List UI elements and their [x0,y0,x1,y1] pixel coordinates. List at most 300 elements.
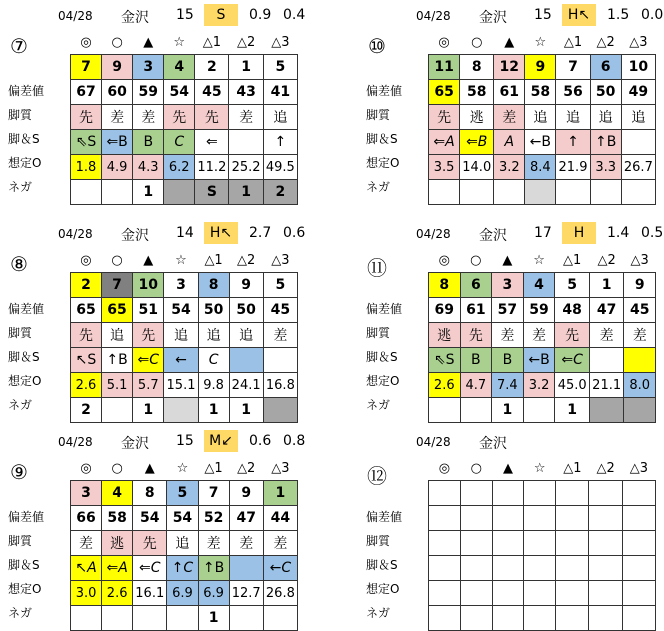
mark-cell: ▲ [144,460,155,476]
hensachi-cell: 45 [263,298,297,323]
mark-cell: △3 [271,252,290,268]
numbers-cell: 5 [167,481,198,506]
row-label-nega: ネガ [8,606,33,620]
kyakushitsu-cell: 追 [556,105,590,130]
ashi-row [429,556,656,581]
odds-cell: 16.8 [263,373,297,398]
row-label-kyakushitsu: 脚質 [8,326,33,340]
hensachi-cell [492,506,524,531]
mark-cell: ▲ [502,252,513,268]
odds-cell: 5.1 [101,373,132,398]
hensachi-cell: 57 [492,298,524,323]
hensachi-cell: 50 [198,298,229,323]
nega-cell: 1 [229,180,263,205]
race-table [428,248,656,423]
mark-row [429,456,656,481]
race-grade: H↖ [204,222,238,244]
nega-cell: 1 [198,398,229,423]
nega-cell: S [195,180,229,205]
race-panel [8,430,306,630]
ashi-cell [460,556,492,581]
odds-cell: 3.5 [429,155,460,180]
kyakushitsu-cell: 追 [263,105,297,130]
numbers-cell: 1 [263,481,297,506]
ashi-cell: ↑B [198,556,229,581]
nega-cell [556,180,590,205]
nega-cell [429,180,460,205]
nega-cell: 1 [133,180,164,205]
hensachi-cell: 58 [525,80,556,105]
kyakushitsu-cell: 先 [71,323,102,348]
mark-cell: ☆ [175,252,187,268]
hensachi-cell: 58 [102,506,133,531]
row-label-ashi_s: 脚＆S [366,350,398,364]
hensachi-row [429,80,656,105]
kyakushitsu-row [71,531,298,556]
row-label-nega: ネガ [366,606,391,620]
row-label-hensachi: 偏差値 [366,302,403,316]
hensachi-cell: 52 [198,506,229,531]
ashi-cell: ←B [525,130,556,155]
odds-cell: 8.4 [525,155,556,180]
ashi-cell: C [164,130,195,155]
ashi-row [71,130,298,155]
ashi-cell: ↑B [590,130,621,155]
hensachi-cell: 56 [556,80,590,105]
odds-cell [556,581,589,606]
race-venue: 金沢 [479,436,507,452]
numbers-cell: 8 [198,273,229,298]
hensachi-cell: 54 [133,506,167,531]
numbers-cell: 7 [71,55,102,80]
ashi-cell [624,348,656,373]
nega-cell [164,180,195,205]
ashi-cell: B [492,348,524,373]
mark-cell: ▲ [143,252,154,268]
odds-cell: 3.2 [523,373,555,398]
odds-cell [589,581,622,606]
nega-cell [460,180,494,205]
ashi-cell: B [460,348,492,373]
odds-cell: 2.6 [102,581,133,606]
nega-cell [102,180,133,205]
mark-cell: ◎ [438,460,451,476]
mark-cell: ◎ [80,460,92,476]
numbers-cell: 9 [525,55,556,80]
mark-cell: △1 [204,252,223,268]
ashi-cell: ⇐C [133,556,167,581]
hensachi-cell: 69 [429,298,461,323]
mark-row [71,30,298,55]
kyakushitsu-cell: 差 [263,323,297,348]
nega-cell [556,606,589,631]
mark-row [429,30,656,55]
numbers-cell [622,481,655,506]
hensachi-row [429,506,656,531]
race-value-1: 1.5 [607,7,630,23]
numbers-cell: 5 [555,273,589,298]
kyakushitsu-cell: 差 [198,531,229,556]
odds-cell: 6.2 [164,155,195,180]
kyakushitsu-row [71,105,298,130]
hensachi-cell: 48 [555,298,589,323]
mark-cell: ☆ [173,34,186,50]
odds-cell: 24.1 [229,373,263,398]
row-label-soutei_o: 想定O [366,582,400,596]
race-panel [366,222,664,422]
nega-cell [524,606,556,631]
race-header [8,4,306,30]
kyakushitsu-cell: 追 [621,105,655,130]
ashi-cell [263,348,297,373]
row-label-hensachi: 偏差値 [8,510,45,524]
numbers-cell: 8 [133,481,167,506]
mark-cell: △3 [271,34,290,50]
row-label-nega: ネガ [366,180,391,194]
odds-cell: 4.7 [460,373,492,398]
race-date: 04/28 [58,9,93,23]
row-label-soutei_o: 想定O [366,374,400,388]
nega-cell [494,180,525,205]
numbers-cell: 7 [101,273,132,298]
hensachi-cell: 51 [133,298,164,323]
hensachi-cell: 41 [263,80,297,105]
nega-cell: 2 [71,398,102,423]
kyakushitsu-cell [589,531,622,556]
mark-cell: ○ [111,252,123,268]
kyakushitsu-cell [492,531,524,556]
numbers-cell: 1 [589,273,623,298]
mark-cell: △3 [629,34,648,50]
ashi-cell: C [198,348,229,373]
hensachi-cell: 67 [71,80,102,105]
mark-cell: ☆ [176,460,189,476]
ashi-cell: ⇖S [429,348,461,373]
odds-row [71,373,298,398]
ashi-row [71,556,298,581]
numbers-cell [524,481,556,506]
nega-row [429,606,656,631]
row-label-nega: ネガ [8,398,33,412]
kyakushitsu-cell [460,531,492,556]
numbers-cell: 4 [102,481,133,506]
race-grade: M↙ [204,430,238,452]
numbers-cell: 8 [429,273,461,298]
nega-cell [71,606,102,631]
odds-cell: 5.7 [133,373,164,398]
nega-cell [525,180,556,205]
kyakushitsu-cell: 追 [229,323,263,348]
numbers-cell: 8 [460,55,494,80]
odds-cell: 14.0 [460,155,494,180]
row-label-soutei_o: 想定O [8,374,42,388]
race-grade: H↖ [562,4,596,26]
mark-cell: ☆ [534,34,547,50]
mark-row [429,248,656,273]
nega-cell [164,398,198,423]
race-table [70,248,298,423]
hensachi-cell: 50 [229,298,263,323]
ashi-cell: ↖A [71,556,102,581]
mark-cell: △2 [597,252,616,268]
horse-number-row [429,273,656,298]
hensachi-cell [524,506,556,531]
odds-cell: 2.6 [71,373,102,398]
kyakushitsu-cell: 差 [492,323,524,348]
kyakushitsu-cell [622,531,655,556]
odds-cell: 9.8 [198,373,229,398]
race-number: ⑧ [10,252,28,276]
race-value-1: 0.6 [249,433,272,449]
hensachi-cell: 65 [429,80,460,105]
hensachi-cell: 65 [71,298,102,323]
odds-row [71,581,298,606]
race-venue: 金沢 [479,10,507,26]
odds-cell [460,581,492,606]
odds-cell: 25.2 [229,155,263,180]
mark-cell: ◎ [438,252,450,268]
nega-cell [589,606,622,631]
race-value-2: 0.5 [641,225,664,241]
nega-cell [229,606,263,631]
kyakushitsu-cell: 逃 [460,105,494,130]
row-label-ashi_s: 脚＆S [366,558,398,572]
hensachi-cell: 66 [71,506,102,531]
nega-cell [102,606,133,631]
mark-cell: ◎ [438,34,450,50]
nega-row [71,398,298,423]
kyakushitsu-cell: 先 [133,323,164,348]
mark-cell: △2 [596,460,615,476]
odds-cell: 16.1 [133,581,167,606]
numbers-cell [556,481,589,506]
mark-cell: ▲ [504,34,515,50]
race-panel [366,430,656,630]
race-panel [8,4,306,204]
kyakushitsu-cell: 先 [460,323,492,348]
nega-cell [460,606,492,631]
nega-cell: 1 [198,606,229,631]
ashi-cell [622,556,655,581]
hensachi-row [71,506,298,531]
mark-cell: △1 [563,252,582,268]
hensachi-cell: 58 [460,80,494,105]
hensachi-cell: 45 [195,80,229,105]
hensachi-cell [622,506,655,531]
nega-cell [429,606,461,631]
row-label-ashi_s: 脚＆S [366,132,398,146]
race-header [366,4,664,30]
row-label-soutei_o: 想定O [8,582,42,596]
odds-cell: 26.8 [263,581,297,606]
race-panel [8,222,306,422]
race-value-1: 0.9 [249,7,272,23]
ashi-cell: ↑C [167,556,198,581]
race-value-2: 0.8 [283,433,306,449]
odds-cell: 45.0 [555,373,589,398]
kyakushitsu-cell [556,531,589,556]
race-grade: S [204,4,238,26]
ashi-cell: ⇐A [429,130,460,155]
horse-number-row [429,481,656,506]
numbers-cell: 12 [494,55,525,80]
ashi-cell: ↑ [263,130,297,155]
kyakushitsu-cell: 逃 [102,531,133,556]
odds-cell: 6.9 [167,581,198,606]
hensachi-cell: 50 [590,80,621,105]
hensachi-cell [460,506,492,531]
row-label-nega: ネガ [8,180,33,194]
kyakushitsu-cell: 逃 [429,323,461,348]
kyakushitsu-cell: 追 [525,105,556,130]
hensachi-cell: 44 [263,506,297,531]
mark-cell: ○ [471,34,483,50]
odds-cell: 26.7 [621,155,655,180]
kyakushitsu-row [429,323,656,348]
hensachi-cell: 54 [164,80,195,105]
nega-cell [621,180,655,205]
kyakushitsu-cell: 追 [590,105,621,130]
ashi-cell: ↖S [71,348,102,373]
row-label-ashi_s: 脚＆S [8,132,40,146]
row-label-hensachi: 偏差値 [366,510,403,524]
ashi-row [71,348,298,373]
hensachi-cell: 47 [229,506,263,531]
race-header [8,222,306,248]
hensachi-cell: 61 [460,298,492,323]
race-venue: 金沢 [121,228,149,244]
ashi-cell: ↑B [101,348,132,373]
kyakushitsu-row [429,531,656,556]
numbers-cell: 2 [195,55,229,80]
ashi-cell [229,348,263,373]
mark-cell: ○ [111,460,123,476]
hensachi-cell: 54 [164,298,198,323]
odds-cell: 2.6 [429,373,461,398]
row-label-kyakushitsu: 脚質 [8,108,33,122]
numbers-cell: 3 [164,273,198,298]
kyakushitsu-cell: 追 [167,531,198,556]
ashi-cell [589,348,623,373]
mark-row [71,248,298,273]
kyakushitsu-cell: 先 [164,105,195,130]
hensachi-cell: 61 [494,80,525,105]
numbers-cell: 7 [198,481,229,506]
numbers-cell: 10 [133,273,164,298]
numbers-cell: 9 [229,481,263,506]
hensachi-cell [589,506,622,531]
nega-cell: 1 [492,398,524,423]
race-value-2: 0.6 [283,225,306,241]
race-header [366,222,664,248]
kyakushitsu-cell: 差 [229,531,263,556]
race-table [428,456,656,631]
nega-cell [133,606,167,631]
ashi-cell [589,556,622,581]
nega-cell [429,398,461,423]
row-label-nega: ネガ [366,398,391,412]
kyakushitsu-cell [524,531,556,556]
hensachi-cell: 49 [621,80,655,105]
ashi-cell: ⇐C [555,348,589,373]
nega-cell [590,180,621,205]
numbers-cell: 5 [263,55,297,80]
race-count: 15 [534,7,552,23]
ashi-cell [429,556,461,581]
mark-cell: ○ [470,252,482,268]
hensachi-cell: 45 [624,298,656,323]
ashi-cell: B [133,130,164,155]
race-venue: 金沢 [479,228,507,244]
nega-row [71,180,298,205]
numbers-cell: 1 [229,55,263,80]
ashi-cell [524,556,556,581]
race-date: 04/28 [58,227,93,241]
nega-cell [167,606,198,631]
race-count: 15 [176,433,194,449]
numbers-cell: 3 [71,481,102,506]
race-count: 14 [176,225,194,241]
numbers-cell [589,481,622,506]
hensachi-cell: 43 [229,80,263,105]
kyakushitsu-cell: 追 [198,323,229,348]
nega-cell [263,398,297,423]
odds-cell: 3.2 [494,155,525,180]
ashi-cell: ⇐A [102,556,133,581]
race-header [366,430,656,456]
race-header [8,430,306,456]
ashi-row [429,130,656,155]
race-count: 17 [534,225,552,241]
ashi-cell [229,556,263,581]
nega-cell: 1 [229,398,263,423]
row-label-kyakushitsu: 脚質 [8,534,33,548]
nega-cell [523,398,555,423]
kyakushitsu-cell: 差 [589,323,623,348]
odds-cell: 12.7 [229,581,263,606]
mark-cell: △2 [596,34,615,50]
hensachi-cell: 65 [101,298,132,323]
race-table [70,30,298,205]
row-label-kyakushitsu: 脚質 [366,108,391,122]
race-panel [366,4,664,204]
odds-cell: 21.1 [589,373,623,398]
nega-cell: 1 [555,398,589,423]
odds-cell: 6.9 [198,581,229,606]
ashi-cell: A [494,130,525,155]
kyakushitsu-cell [429,531,461,556]
kyakushitsu-cell: 差 [102,105,133,130]
hensachi-cell: 60 [102,80,133,105]
kyakushitsu-cell: 先 [429,105,460,130]
ashi-cell: ⇐B [102,130,133,155]
mark-cell: ○ [111,34,123,50]
hensachi-row [71,80,298,105]
kyakushitsu-cell: 差 [133,105,164,130]
odds-cell: 4.9 [102,155,133,180]
kyakushitsu-cell: 先 [71,105,102,130]
odds-cell: 11.2 [195,155,229,180]
nega-cell [589,398,623,423]
numbers-cell: 4 [523,273,555,298]
mark-cell: △3 [271,460,290,476]
race-value-2: 0.0 [641,7,664,23]
race-table [70,456,298,631]
odds-row [429,155,656,180]
odds-cell [622,581,655,606]
row-label-hensachi: 偏差値 [366,84,403,98]
race-venue: 金沢 [121,436,149,452]
